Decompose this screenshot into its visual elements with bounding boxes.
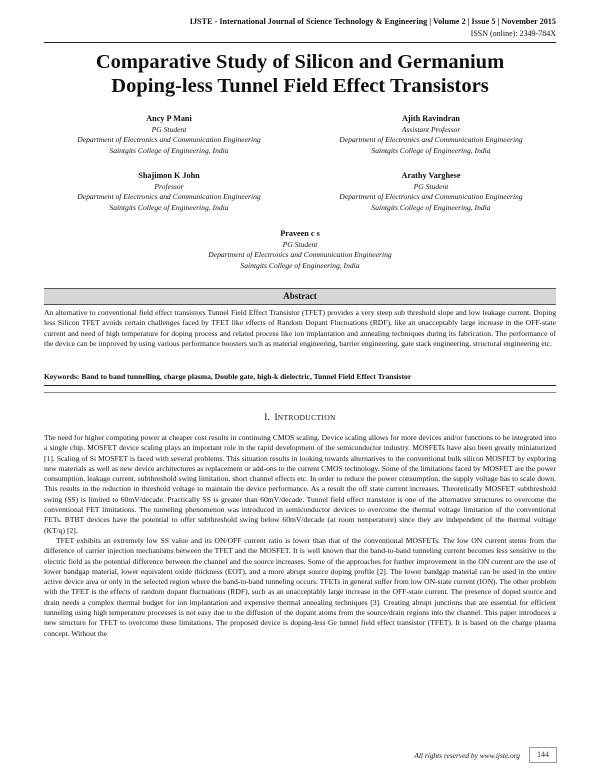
author-college: Saintgits College of Engineering, India <box>109 202 229 212</box>
author-role: PG Student <box>282 239 318 249</box>
author-department: Department of Electronics and Communication Engineering <box>339 192 523 202</box>
abstract-heading: Abstract <box>44 288 556 305</box>
header-rule <box>44 42 556 43</box>
abstract-rule <box>44 385 556 386</box>
author-role: Assistant Professor <box>401 124 461 134</box>
author-name: Ajith Ravindran <box>401 114 460 123</box>
author-department: Department of Electronics and Communication Engineering <box>208 250 392 260</box>
author-department: Department of Electronics and Communication Engineering <box>77 135 261 145</box>
author-block <box>306 114 556 156</box>
paper-title <box>30 50 570 98</box>
author-name: Arathy Varghese <box>401 171 461 180</box>
abstract-text: An alternative to conventional field effect transistors Tunnel Field Effect Transistor (TFET) provides a very steep sub threshold slope and low leakage current. Doping less Silicon TFET avoids certain challenges faced by TFET like effects of Random Dopant Fluctuations (RDF), like an unacceptably large increase in the OFF-state current and need of high temperature for doping process and related process like ion implantation and annealing techniques during its fabrication. The performance of the device can be improved by using various performance boosters such as material engineering, barrier engineering, gate stack engineering, structural engineering etc. <box>44 308 556 349</box>
author-name: Praveen c s <box>280 229 320 238</box>
author-block <box>44 171 294 213</box>
issn-line: ISSN (online): 2349-784X <box>470 29 556 38</box>
author-department: Department of Electronics and Communication Engineering <box>77 192 261 202</box>
author-name: Ancy P Mani <box>146 114 192 123</box>
author-block <box>44 114 294 156</box>
section-first-letter: I <box>274 413 278 423</box>
title-line-1: Comparative Study of Silicon and Germanium <box>95 51 505 73</box>
author-college: Saintgits College of Engineering, India <box>109 145 229 155</box>
author-role: Professor <box>154 181 184 191</box>
title-line-2: Doping-less Tunnel Field Effect Transistors <box>111 75 489 97</box>
journal-header: IJSTE - International Journal of Science Technology & Engineering | Volume 2 | Issue 5 | November 2015 <box>189 17 556 26</box>
footer-rights: All rights reserved by www.ijste.org <box>414 751 520 760</box>
author-block <box>306 171 556 213</box>
section-heading <box>44 413 556 423</box>
paragraph: The need for higher computing power at cheaper cost results in continuing CMOS scaling. Device scaling allows for more devices and/or functions to be integrated into a single chip. MOSFET device scaling plays an important role in the rapid development of the semiconductor industry. MOSFETs have also been greatly miniaturized [1]. Scaling of Si MOSFET is faced with several problems. This situation results in looking towards alternatives to the conventional bulk silicon MOSFET by exploring new materials as well as new device architectures as replacement or add-ons to the current CMOS technology. Some of the limitations faced by MOSFET are the power consumption, leakage current, subthreshold swing limitation, short channel effects etc. In order to reduce the power consumption, the supply voltage has to scale down. This results in the reduction in threshold voltage to maintain the device performance. As a result the off state current increases. Theoretically MOSFET subthreshold swing (SS) is limited to 60mV/decade. Practically SS is greater than 60mV/decade. Tunnel field effect transistor is one of the alternative structures to overcome the conventional FET limitations. The tunneling phenomenon was introduced in semiconductor devices to overcome the thermal voltage limitation of the conventional FETs. BTBT devices have the potential to offer subthreshold swing below 60mV/decade (at room temperature) since they are independent of the thermal voltage (KT/q) [2]. <box>44 433 556 535</box>
section-title-rest: NTRODUCTION <box>277 413 336 422</box>
page-number: 144 <box>529 747 557 763</box>
author-college: Saintgits College of Engineering, India <box>371 145 491 155</box>
paragraph: TFET exhibits an extremely low SS value and its ON/OFF current ratio is lower than that of the conventional MOSFETs. The low ON current stems from the difference of carrier injection mechanisms between the TFET and the MOSFET. It is well known that the band-to-band tunneling current becomes less sensitive to the electric field as the potential difference between the channel and the source increases. Some of the approaches for further improvement in the ON current are the use of lower bandgap material, lower equivalent oxide thickness (EOT), and a more abrupt source doping profile [2]. The lower bandgap material can be used in the entire active device area or only in the selected region where the band-to-band tunneling occurs. TFETs in general suffer from low ON-state current (ION). The other problem with the TFET is the effects of random dopant fluctuations (RDF), such as an unacceptably large increase in the OFF-state current. The presence of doped source and drain needs a complex thermal budget for ion implantation and expensive thermal annealing techniques [3]. Creating abrupt junctions that are essential for efficient tunneling using high temperature processes is not easy due to the diffusion of the dopant atoms from the source/drain regions into the channel. This paper introduces a new structure for TFET to overcome these limitations. The proposed device is doping-less Ge tunnel field effect transistor (TFET). It is based on the charge plasma concept. Without the <box>44 535 556 638</box>
abstract-rule-thin <box>44 392 556 393</box>
author-college: Saintgits College of Engineering, India <box>240 260 360 270</box>
author-college: Saintgits College of Engineering, India <box>371 202 491 212</box>
author-role: PG Student <box>413 181 449 191</box>
author-name: Shajimon K John <box>138 171 200 180</box>
author-role: PG Student <box>151 124 187 134</box>
author-department: Department of Electronics and Communication Engineering <box>339 135 523 145</box>
keywords: Keywords: Band to band tunnelling, charge plasma, Double gate, high-k dielectric, Tunnel Field Effect Transistor <box>44 372 412 381</box>
author-block <box>150 229 450 271</box>
body-text <box>44 433 556 639</box>
section-number: I. <box>264 413 270 423</box>
